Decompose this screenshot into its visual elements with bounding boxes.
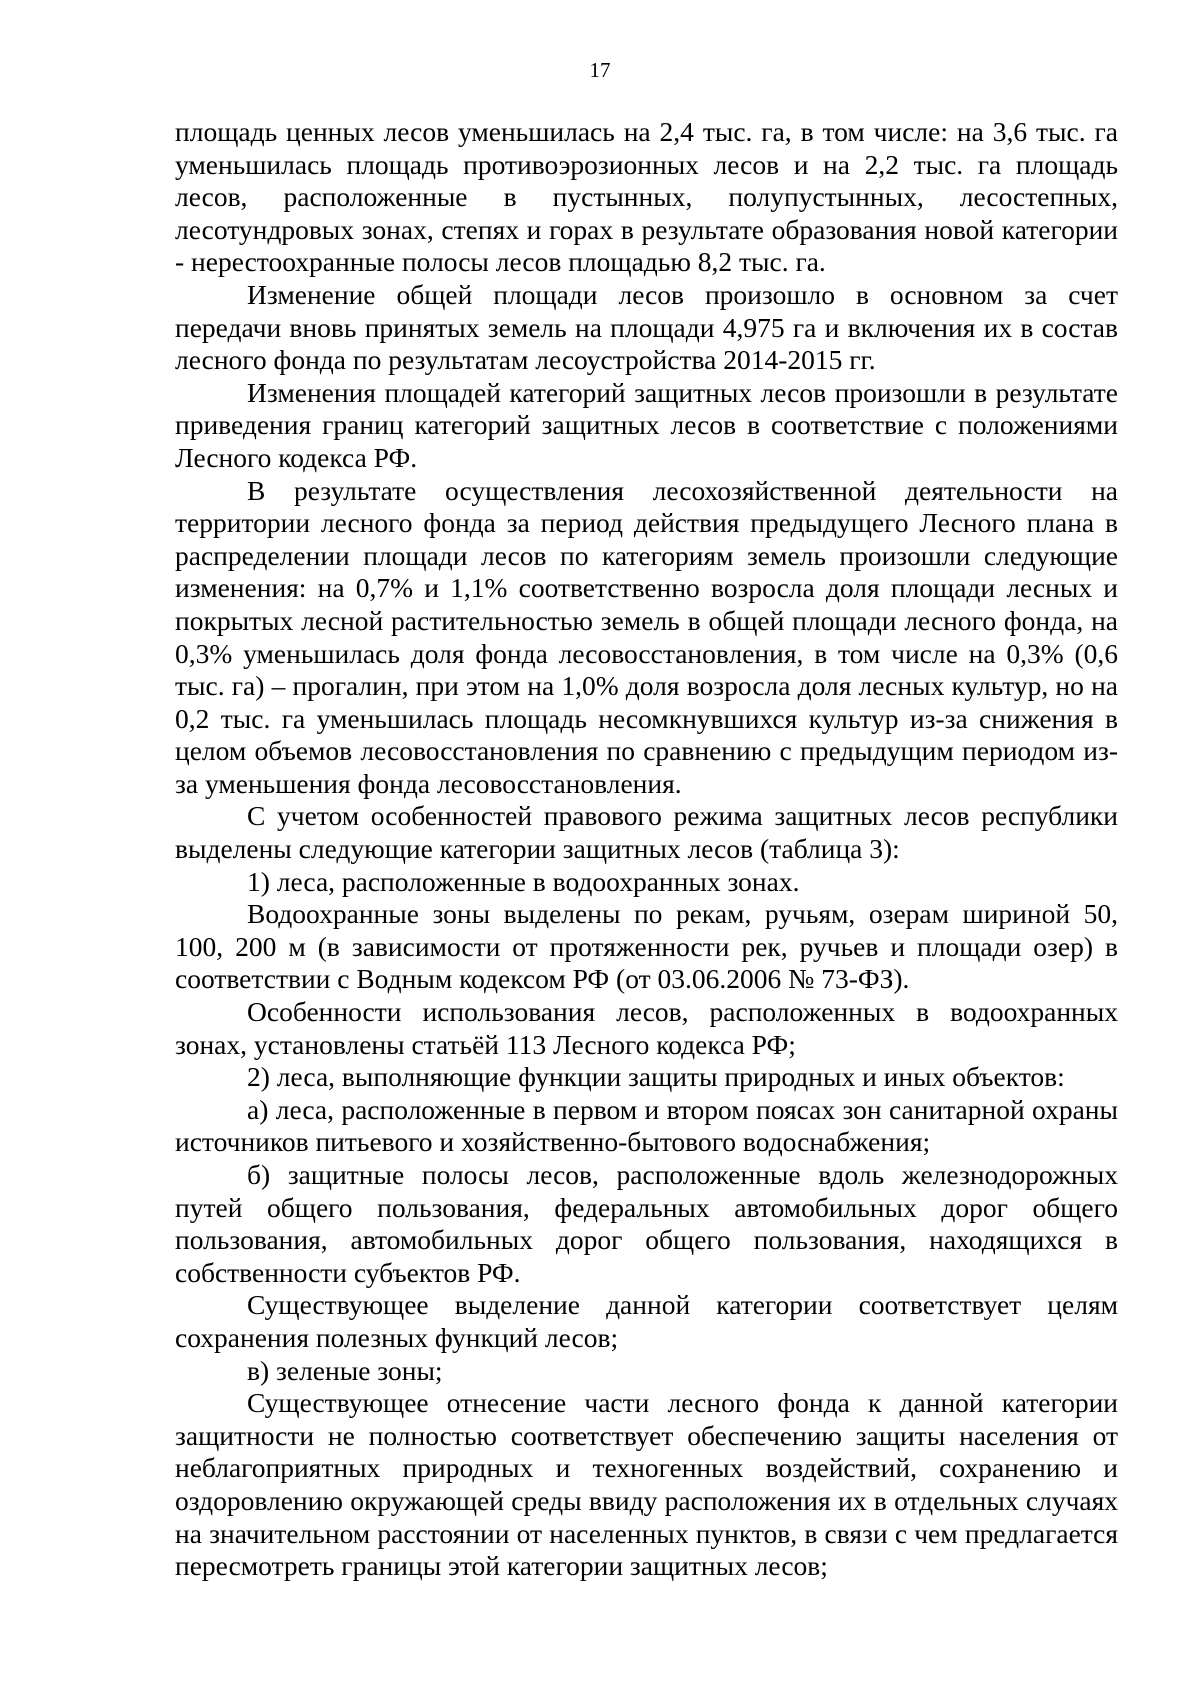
paragraph: Водоохранные зоны выделены по рекам, ручьям, озерам шириной 50, 100, 200 м (в зависимости от протяженности рек, ручьев и площади озер) в соответствии с Водным кодексом РФ (от 03.06.2006 № 73-ФЗ). xyxy=(175,898,1118,995)
paragraph: Изменения площадей категорий защитных лесов произошли в результате приведения границ категорий защитных лесов в соответствие с положениями Лесного кодекса РФ. xyxy=(175,376,1118,473)
list-item: 2) леса, выполняющие функции защиты природных и иных объектов: xyxy=(247,1061,1065,1093)
list-subitem: в) зеленые зоны; xyxy=(247,1354,443,1386)
paragraph: Существующее выделение данной категории соответствует целям сохранения полезных функций лесов; xyxy=(175,1289,1118,1353)
page-number: 17 xyxy=(589,58,611,82)
paragraph: Особенности использования лесов, расположенных в водоохранных зонах, установлены статьёй 113 Лесного кодекса РФ; xyxy=(175,996,1118,1060)
paragraph: Изменение общей площади лесов произошло в основном за счет передачи вновь принятых земель на площади 4,975 га и включения их в состав лесного фонда по результатам лесоустройства 2014-2015 гг. xyxy=(175,278,1118,376)
list-item: 1) леса, расположенные в водоохранных зонах. xyxy=(247,865,800,897)
paragraph-continuation: площадь ценных лесов уменьшилась на 2,4 тыс. га, в том числе: на 3,6 тыс. га уменьшилась площадь противоэрозионных лесов и на 2,2 тыс. га площадь лесов, расположенные в пустынных, полупустынных, лесостепных, лесотундровых зонах, степях и горах в результате образования новой категории - нерестоохранные полосы лесов площадью 8,2 тыс. га. xyxy=(175,116,1118,278)
body-text xyxy=(175,116,1118,1583)
paragraph: С учетом особенностей правового режима защитных лесов республики выделены следующие категории защитных лесов (таблица 3): xyxy=(175,800,1118,865)
paragraph: В результате осуществления лесохозяйственной деятельности на территории лесного фонда за период действия предыдущего Лесного плана в распределении площади лесов по категориям земель произошли следующие изменения: на 0,7% и 1,1% соответственно возросла доля площади лесных и покрытых лесной растительностью земель в общей площади лесного фонда, на 0,3% уменьшилась доля фонда лесовосстановления, в том числе на 0,3% (0,6 тыс. га) – прогалин, при этом на 1,0% доля возросла доля лесных культур, но на 0,2 тыс. га уменьшилась площадь несомкнувшихся культур из-за снижения в целом объемов лесовосстановления по сравнению с предыдущим периодом из-за уменьшения фонда лесовосстановления. xyxy=(175,474,1118,799)
paragraph: Существующее отнесение части лесного фонда к данной категории защитности не полностью соответствует обеспечению защиты населения от неблагоприятных природных и техногенных воздействий, сохранению и оздоровлению окружающей среды ввиду расположения их в отдельных случаях на значительном расстоянии от населенных пунктов, в связи с чем предлагается пересмотреть границы этой категории защитных лесов; xyxy=(175,1387,1118,1582)
list-subitem: б) защитные полосы лесов, расположенные вдоль железнодорожных путей общего пользования, федеральных автомобильных дорог общего пользования, автомобильных дорог общего пользования, находящихся в собственности субъектов РФ. xyxy=(175,1159,1118,1288)
list-subitem: а) леса, расположенные в первом и втором поясах зон санитарной охраны источников питьевого и хозяйственно-бытового водоснабжения; xyxy=(175,1093,1118,1158)
